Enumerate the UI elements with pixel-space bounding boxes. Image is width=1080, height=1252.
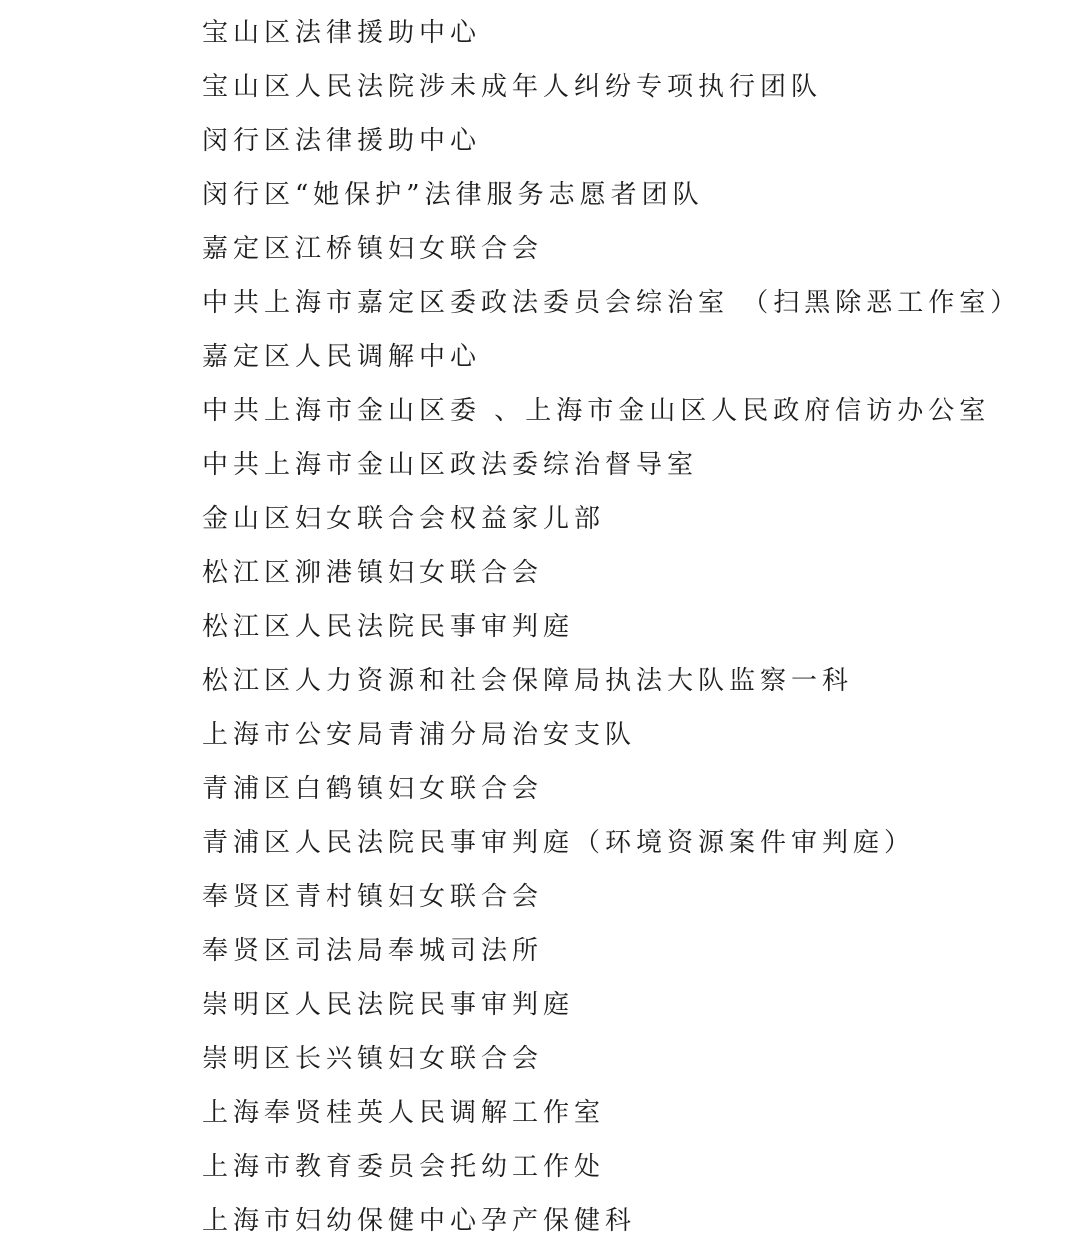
list-item: 中共上海市金山区政法委综治督导室	[202, 450, 699, 480]
list-item: 中共上海市嘉定区委政法委员会综治室 （扫黑除恶工作室）	[202, 288, 1022, 318]
list-item: 崇明区长兴镇妇女联合会	[202, 1044, 544, 1074]
list-item: 闵行区法律援助中心	[202, 126, 482, 156]
list-item: 金山区妇女联合会权益家儿部	[202, 504, 606, 534]
list-item: 宝山区人民法院涉未成年人纠纷专项执行团队	[202, 72, 823, 102]
list-item: 青浦区人民法院民事审判庭（环境资源案件审判庭）	[202, 828, 916, 858]
list-item: 奉贤区司法局奉城司法所	[202, 936, 544, 966]
organization-list	[202, 10, 1062, 1252]
list-item: 宝山区法律援助中心	[202, 18, 482, 48]
list-item: 闵行区“她保护”法律服务志愿者团队	[202, 180, 704, 210]
list-item: 松江区人民法院民事审判庭	[202, 612, 575, 642]
list-item: 崇明区人民法院民事审判庭	[202, 990, 575, 1020]
list-item: 中共上海市金山区委 、上海市金山区人民政府信访办公室	[202, 396, 991, 426]
list-item: 松江区泖港镇妇女联合会	[202, 558, 544, 588]
list-item: 上海市公安局青浦分局治安支队	[202, 720, 637, 750]
list-item: 上海奉贤桂英人民调解工作室	[202, 1098, 606, 1128]
list-item: 上海市妇幼保健中心孕产保健科	[202, 1206, 637, 1236]
list-item: 嘉定区人民调解中心	[202, 342, 482, 372]
list-item: 青浦区白鹤镇妇女联合会	[202, 774, 544, 804]
list-item: 松江区人力资源和社会保障局执法大队监察一科	[202, 666, 854, 696]
list-item: 嘉定区江桥镇妇女联合会	[202, 234, 544, 264]
list-item: 上海市教育委员会托幼工作处	[202, 1152, 606, 1182]
list-item: 奉贤区青村镇妇女联合会	[202, 882, 544, 912]
